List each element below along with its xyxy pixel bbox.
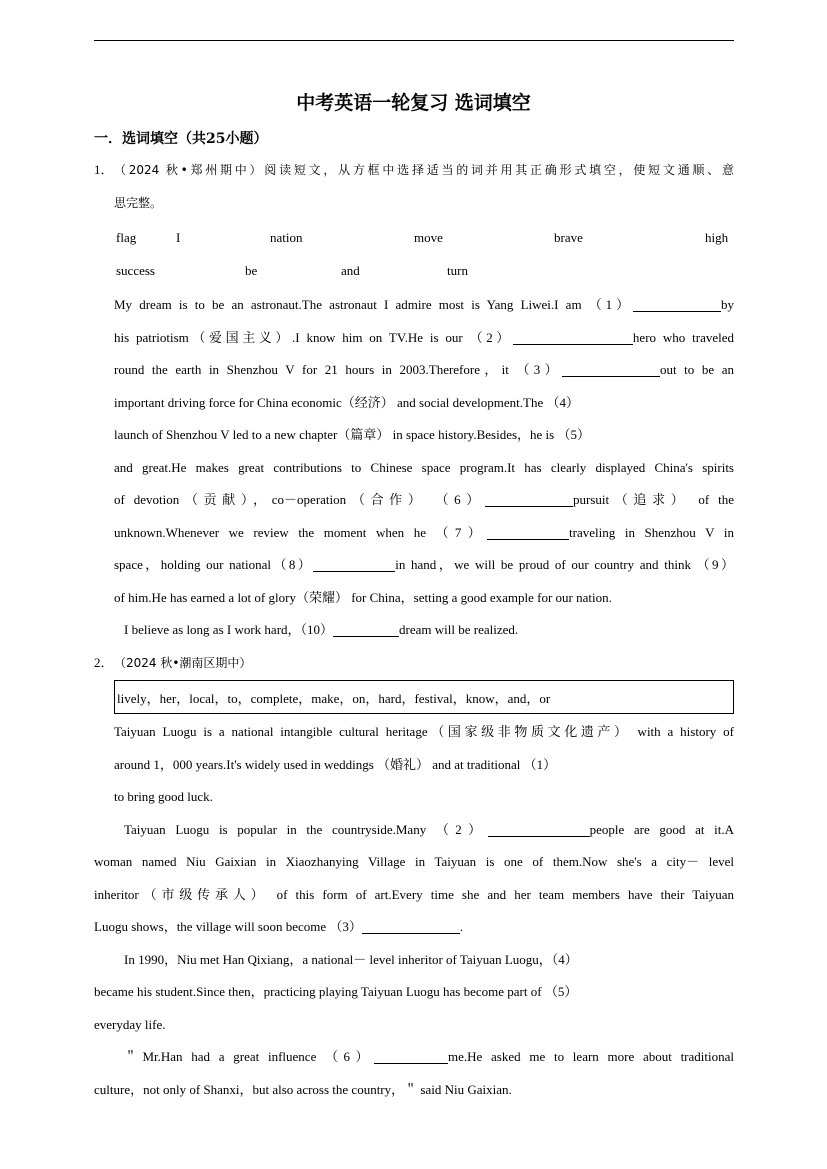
q2-line: In 1990，Niu met Han Qixiang，a national－ level inheritor of Taiyuan Luogu，（4） bbox=[124, 952, 578, 967]
blank-8[interactable] bbox=[313, 558, 395, 572]
q1-instruction bbox=[114, 161, 734, 179]
section-heading: 一．选词填空（共25小题） bbox=[94, 131, 268, 147]
word-option: high bbox=[705, 230, 729, 245]
q2-word-box bbox=[114, 680, 734, 714]
q2-line: Taiyuan Luogu is popular in the countryside.Many （2） people are good at it.A bbox=[124, 822, 735, 837]
q1-line: of him.He has earned a lot of glory（荣耀） for China，setting a good example for our nation. bbox=[114, 590, 612, 605]
q2-line: around 1，000 years.It's widely used in weddings （婚礼） and at traditional （1） bbox=[114, 757, 557, 772]
header-rule bbox=[94, 40, 734, 41]
q2-line: Taiyuan Luogu is a national intangible cultural heritage（国家级非物质文化遗产） with a history of bbox=[114, 724, 734, 739]
q1-line: space，holding our national（8） in hand，we will be proud of our country and think （9） bbox=[114, 557, 734, 572]
q2-line: Luogu shows，the village will soon become （3） . bbox=[94, 919, 464, 934]
q1-instruction-cont: 思完整。 bbox=[114, 196, 163, 210]
q1-line: round the earth in Shenzhou V for 21 hours in 2003.Therefore，it （3） out to be an bbox=[114, 362, 734, 377]
word-option: and bbox=[341, 263, 360, 278]
q2-word-box-text: lively，her，local，to，complete，make，on，hard，festival，know，and，or bbox=[117, 691, 551, 706]
blank-2[interactable] bbox=[513, 331, 633, 345]
word-option: nation bbox=[270, 230, 303, 245]
q1-line: and great.He makes great contributions to Chinese space program.It has clearly displayed China's spirits bbox=[114, 460, 734, 475]
q1-line: My dream is to be an astronaut.The astronaut I admire most is Yang Liwei.I am （1） by bbox=[114, 297, 734, 312]
q2-line: culture，not only of Shanxi，but also across the country，＂ said Niu Gaixian. bbox=[94, 1082, 512, 1097]
page-title: 中考英语一轮复习 选词填空 bbox=[296, 92, 531, 114]
word-option: be bbox=[245, 263, 258, 278]
q1-line: unknown.Whenever we review the moment when he （7） traveling in Shenzhou V in bbox=[114, 525, 734, 540]
blank-7[interactable] bbox=[487, 526, 569, 540]
q2-line: ＂Mr.Han had a great influence （6） me.He asked me to learn more about traditional bbox=[124, 1049, 734, 1064]
q2-line: became his student.Since then，practicing playing Taiyuan Luogu has become part of （5） bbox=[94, 984, 578, 999]
q2-source: （2024 秋•潮南区期中） bbox=[114, 656, 252, 670]
word-option: success bbox=[116, 263, 155, 278]
word-option: turn bbox=[447, 263, 468, 278]
blank-1[interactable] bbox=[633, 298, 721, 312]
q1-instruction-text: 阅读短文，从方框中选择适当的词并用其正确形式填空，使短文通顺、意 bbox=[264, 163, 734, 177]
q2-line: to bring good luck. bbox=[114, 789, 213, 804]
q1-line: launch of Shenzhou V led to a new chapter（篇章） in space history.Besides，he is （5） bbox=[114, 427, 590, 442]
q1-line: his patriotism（爱国主义）.I know him on TV.He is our （2） hero who traveled bbox=[114, 330, 734, 345]
blank-3b[interactable] bbox=[362, 920, 460, 934]
q2-line: everyday life. bbox=[94, 1017, 166, 1032]
q1-line: I believe as long as I work hard，（10） dream will be realized. bbox=[124, 622, 519, 637]
blank-10[interactable] bbox=[333, 623, 399, 637]
blank-6[interactable] bbox=[485, 493, 573, 507]
q2-line: inheritor（市级传承人） of this form of art.Every time she and her team members have their Taiyuan bbox=[94, 887, 734, 902]
blank-2b[interactable] bbox=[488, 823, 590, 837]
q1-line: important driving force for China economic（经济） and social development.The （4） bbox=[114, 395, 579, 410]
word-option: brave bbox=[554, 230, 583, 245]
word-option: flag bbox=[116, 230, 137, 245]
blank-6b[interactable] bbox=[374, 1050, 448, 1064]
word-option: I bbox=[176, 230, 181, 245]
word-option: move bbox=[414, 230, 443, 245]
q1-line: of devotion（贡献），co－operation（合作） （6） pursuit（追求） of the bbox=[114, 492, 735, 507]
q2-number: 2． bbox=[94, 655, 114, 670]
q2-line: woman named Niu Gaixian in Xiaozhanying Village in Taiyuan is one of them.Now she's a city－ level bbox=[94, 854, 734, 869]
blank-3[interactable] bbox=[562, 363, 660, 377]
q1-number: 1． bbox=[94, 162, 114, 177]
q1-source: （2024 秋•郑州期中） bbox=[114, 163, 265, 177]
